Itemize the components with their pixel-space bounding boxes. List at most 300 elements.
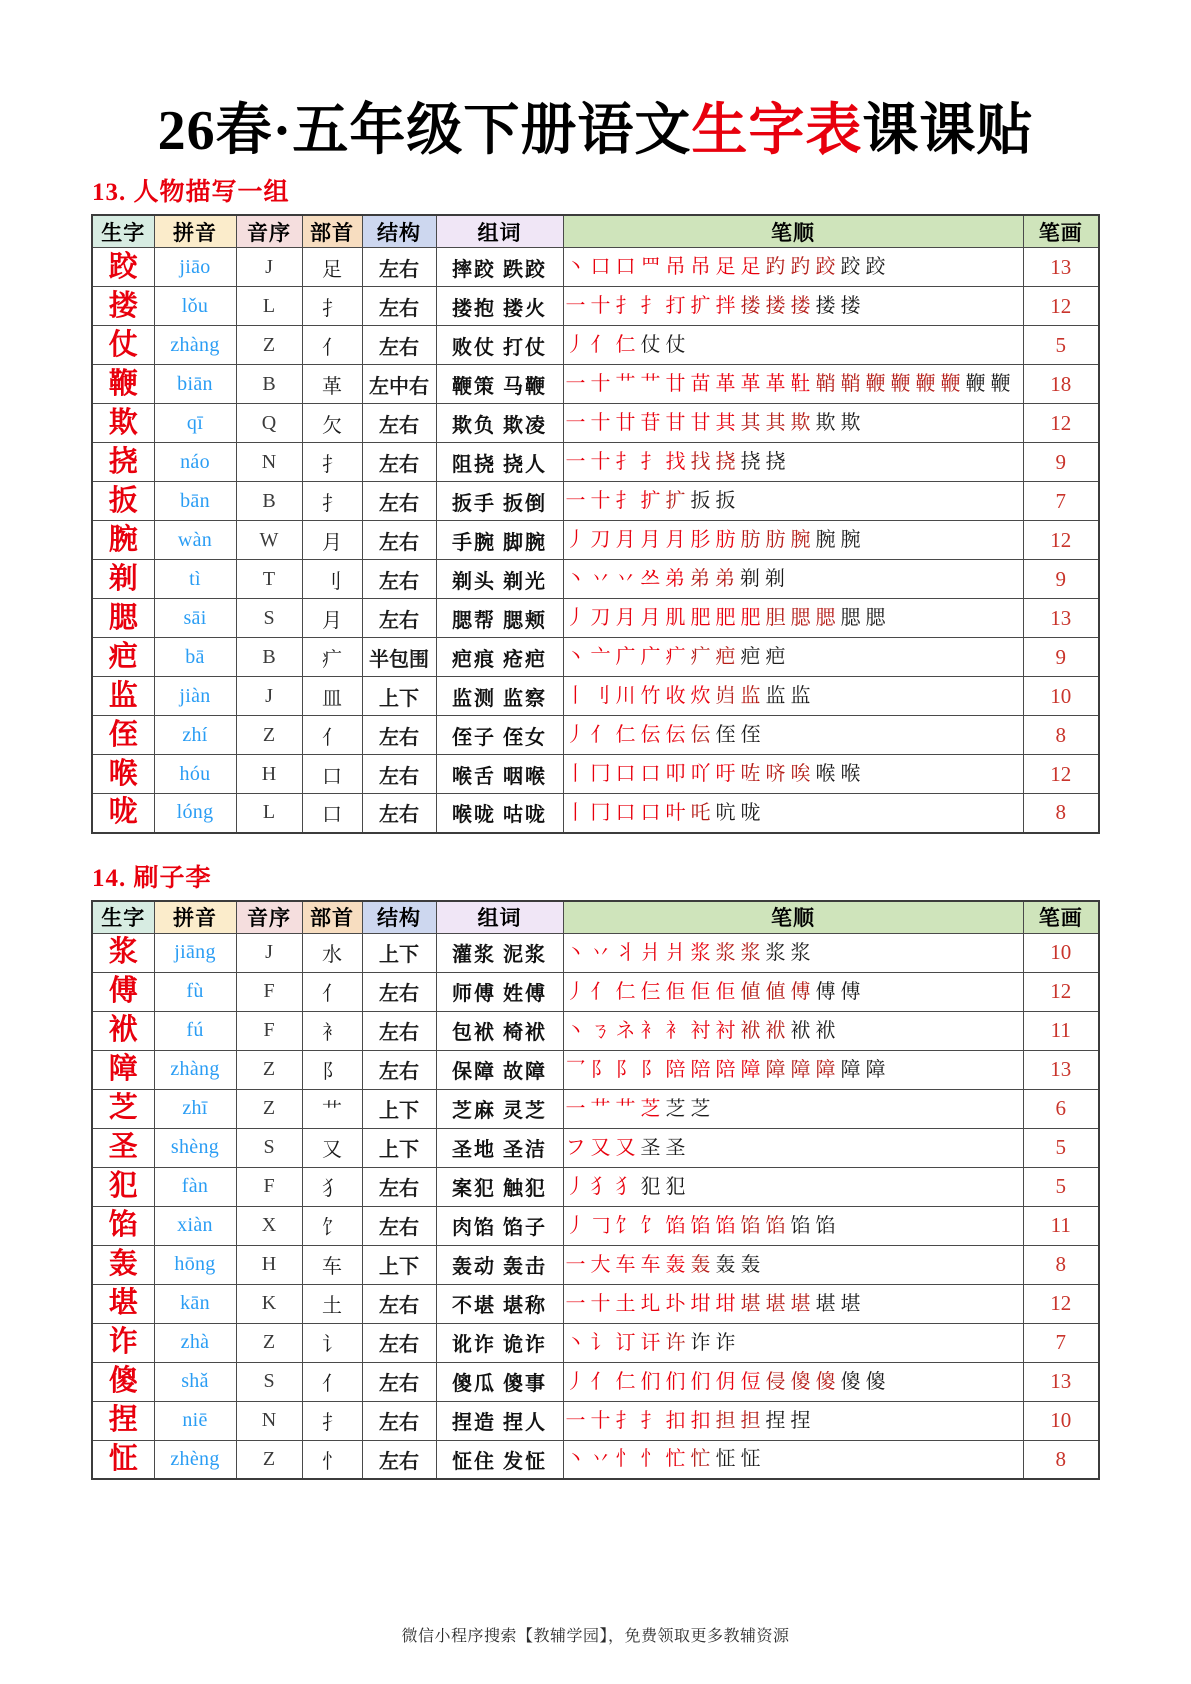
cell-stroke-order	[563, 677, 1023, 716]
stroke-step: 仗	[640, 334, 661, 356]
stroke-step: 阝	[590, 1058, 611, 1081]
stroke-step: 扌	[640, 1409, 661, 1432]
stroke-step: 轰	[690, 1253, 711, 1276]
stroke-step: 仁	[615, 724, 636, 746]
stroke-step: 丨	[565, 763, 586, 785]
cell-zuci: 不堪 堪称	[436, 1284, 563, 1323]
cell-yinxu: Z	[236, 1089, 302, 1128]
stroke-step: 障	[815, 1058, 836, 1081]
stroke-step: 冂	[590, 801, 611, 824]
stroke-step: 诈	[690, 1331, 711, 1354]
cell-jiegou: 左右	[362, 599, 436, 638]
stroke-step: 仴	[715, 1370, 736, 1393]
stroke-step: 傻	[840, 1370, 861, 1393]
stroke-step: 丶	[565, 1019, 586, 1042]
cell-yinxu: F	[236, 1167, 302, 1206]
cell-jiegou: 左右	[362, 482, 436, 521]
stroke-step: 诈	[715, 1331, 736, 1354]
table-row	[92, 1362, 1099, 1401]
column-header-bihua: 笔画	[1023, 901, 1099, 934]
stroke-step: 馅	[715, 1214, 736, 1237]
stroke-step: 十	[590, 1292, 611, 1315]
stroke-step: 十	[590, 412, 611, 434]
stroke-step: 圣	[640, 1136, 661, 1159]
cell-jiegou: 左右	[362, 1050, 436, 1089]
stroke-step: 艹	[640, 373, 661, 395]
cell-pinyin: qī	[154, 404, 236, 443]
stroke-step: 衤	[640, 1019, 661, 1042]
cell-pinyin: hōng	[154, 1245, 236, 1284]
stroke-step: 欺	[790, 412, 811, 434]
cell-yinxu: B	[236, 365, 302, 404]
cell-stroke-order	[563, 794, 1023, 833]
stroke-step: 圤	[665, 1292, 686, 1315]
cell-jiegou: 左右	[362, 794, 436, 833]
stroke-step: 障	[790, 1058, 811, 1081]
stroke-step: 炊	[690, 685, 711, 707]
cell-bushou: 月	[302, 599, 362, 638]
stroke-step: 伝	[640, 724, 661, 746]
stroke-step: 其	[740, 412, 761, 434]
stroke-step: 丶	[565, 1331, 586, 1354]
stroke-step: 袱	[815, 1019, 836, 1042]
cell-stroke-order	[563, 404, 1023, 443]
cell-zuci: 喉舌 咽喉	[436, 755, 563, 794]
stroke-step: 月	[615, 529, 636, 551]
stroke-step: 馅	[740, 1214, 761, 1237]
stroke-step: 弟	[689, 568, 710, 590]
stroke-step: 馅	[665, 1214, 686, 1237]
cell-zi: 鞭	[92, 365, 154, 404]
cell-yinxu: J	[236, 933, 302, 972]
stroke-step: 鞘	[840, 373, 861, 395]
cell-pinyin: jiàn	[154, 677, 236, 716]
cell-bushou: 阝	[302, 1050, 362, 1089]
stroke-step: 讠	[590, 1331, 611, 1354]
column-header-bishun: 笔顺	[563, 215, 1023, 248]
stroke-step: 𠃌	[590, 1214, 611, 1237]
stroke-step: 爿	[665, 941, 686, 964]
stroke-step: 扩	[665, 490, 686, 512]
cell-zi: 欺	[92, 404, 154, 443]
stroke-step: 肪	[740, 529, 761, 551]
stroke-step: 鞭	[940, 373, 961, 395]
cell-yinxu: N	[236, 1401, 302, 1440]
cell-bushou: 亻	[302, 972, 362, 1011]
cell-stroke-count: 12	[1023, 1284, 1099, 1323]
cell-jiegou: 左右	[362, 716, 436, 755]
stroke-step: 扌	[615, 451, 636, 473]
cell-stroke-order	[563, 521, 1023, 560]
stroke-step: 値	[740, 980, 761, 1003]
stroke-step: 浆	[765, 941, 786, 964]
stroke-step: 刀	[590, 529, 611, 551]
table-row	[92, 1401, 1099, 1440]
table-row	[92, 443, 1099, 482]
cell-yinxu: S	[236, 1362, 302, 1401]
stroke-step: 搂	[765, 295, 786, 317]
stroke-step: 十	[590, 451, 611, 473]
stroke-step: 爿	[640, 941, 661, 964]
table-row	[92, 716, 1099, 755]
stroke-step: 鞭	[990, 373, 1011, 395]
cell-zi: 搂	[92, 287, 154, 326]
table-row	[92, 287, 1099, 326]
stroke-step: 监	[790, 685, 811, 707]
table-row	[92, 1284, 1099, 1323]
section-heading: 13. 人物描写一组	[92, 179, 290, 206]
table-row	[92, 794, 1099, 833]
cell-jiegou: 左右	[362, 1440, 436, 1479]
stroke-step: 丷	[590, 941, 611, 964]
cell-stroke-order	[563, 1284, 1023, 1323]
cell-bushou: 革	[302, 365, 362, 404]
stroke-step: 袱	[790, 1019, 811, 1042]
stroke-step: 跤	[865, 256, 886, 278]
stroke-step: 腕	[790, 529, 811, 551]
cell-bushou: 亻	[302, 716, 362, 755]
stroke-step: 车	[640, 1253, 661, 1276]
cell-bushou: 水	[302, 933, 362, 972]
cell-pinyin: shèng	[154, 1128, 236, 1167]
stroke-step: 仁	[615, 1370, 636, 1393]
cell-jiegou: 上下	[362, 677, 436, 716]
cell-stroke-order	[563, 326, 1023, 365]
stroke-step: 丷	[590, 1448, 611, 1471]
stroke-step: 丿	[565, 529, 586, 551]
column-header-yinxu: 音序	[236, 215, 302, 248]
cell-bushou: 亻	[302, 326, 362, 365]
stroke-step: 伝	[665, 724, 686, 746]
stroke-step: 堪	[840, 1292, 861, 1315]
cell-pinyin: xiàn	[154, 1206, 236, 1245]
cell-zi: 咙	[92, 794, 154, 833]
column-header-bishun: 笔顺	[563, 901, 1023, 934]
stroke-step: 一	[565, 295, 586, 317]
stroke-step: 唉	[790, 763, 811, 785]
stroke-step: 扌	[615, 490, 636, 512]
cell-pinyin: jiāo	[154, 248, 236, 287]
stroke-step: 哜	[765, 763, 786, 785]
cell-bushou: 土	[302, 1284, 362, 1323]
cell-stroke-count: 18	[1023, 365, 1099, 404]
cell-pinyin: wàn	[154, 521, 236, 560]
cell-yinxu: S	[236, 599, 302, 638]
cell-yinxu: L	[236, 287, 302, 326]
table-row	[92, 248, 1099, 287]
cell-pinyin: hóu	[154, 755, 236, 794]
cell-zi: 怔	[92, 1440, 154, 1479]
title-highlight: 生字表	[691, 100, 863, 162]
stroke-step: 一	[565, 1409, 586, 1432]
cell-pinyin: bān	[154, 482, 236, 521]
stroke-step: 一	[565, 1253, 586, 1276]
cell-zuci: 腮帮 腮颊	[436, 599, 563, 638]
cell-bushou: 忄	[302, 1440, 362, 1479]
cell-bushou: 扌	[302, 482, 362, 521]
stroke-step: 衬	[715, 1019, 736, 1042]
stroke-step: 捏	[765, 1409, 786, 1432]
stroke-step: 足	[715, 256, 736, 278]
stroke-step: 叶	[665, 801, 686, 824]
cell-zi: 仗	[92, 326, 154, 365]
cell-zi: 喉	[92, 755, 154, 794]
cell-jiegou: 上下	[362, 933, 436, 972]
stroke-step: 扌	[640, 295, 661, 317]
cell-jiegou: 左右	[362, 1206, 436, 1245]
cell-bushou: 疒	[302, 638, 362, 677]
cell-stroke-count: 12	[1023, 521, 1099, 560]
stroke-step: 趵	[765, 256, 786, 278]
stroke-step: 圠	[640, 1292, 661, 1315]
stroke-step: 扩	[690, 295, 711, 317]
stroke-step: 拌	[715, 295, 736, 317]
cell-stroke-order	[563, 443, 1023, 482]
cell-pinyin: shǎ	[154, 1362, 236, 1401]
cell-zuci: 侄子 侄女	[436, 716, 563, 755]
stroke-step: 月	[640, 529, 661, 551]
stroke-step: 仗	[665, 334, 686, 356]
cell-stroke-count: 9	[1023, 560, 1099, 599]
stroke-step: 忄	[640, 1448, 661, 1471]
stroke-step: ネ	[615, 1019, 636, 1042]
table-header-row	[92, 901, 1099, 934]
cell-jiegou: 左右	[362, 521, 436, 560]
cell-zi: 浆	[92, 933, 154, 972]
stroke-step: 丨	[565, 685, 586, 707]
stroke-step: 疤	[740, 646, 761, 668]
stroke-step: 又	[590, 1136, 611, 1159]
table-row	[92, 482, 1099, 521]
stroke-step: 挠	[740, 451, 761, 473]
table-row	[92, 521, 1099, 560]
stroke-step: 丿	[565, 1370, 586, 1393]
cell-zi: 袱	[92, 1011, 154, 1050]
stroke-step: 丿	[565, 1214, 586, 1237]
cell-zuci: 鞭策 马鞭	[436, 365, 563, 404]
stroke-step: 乛	[565, 1058, 586, 1081]
table-row	[92, 1167, 1099, 1206]
stroke-step: 浆	[740, 941, 761, 964]
cell-bushou: 讠	[302, 1323, 362, 1362]
cell-stroke-order	[563, 1401, 1023, 1440]
stroke-step: 傅	[790, 980, 811, 1003]
stroke-step: 担	[715, 1409, 736, 1432]
stroke-step: 苗	[690, 373, 711, 395]
cell-yinxu: Z	[236, 1050, 302, 1089]
stroke-step: 月	[615, 607, 636, 629]
stroke-step: 革	[765, 373, 786, 395]
cell-stroke-order	[563, 287, 1023, 326]
cell-pinyin: náo	[154, 443, 236, 482]
cell-jiegou: 左右	[362, 1284, 436, 1323]
cell-stroke-count: 5	[1023, 326, 1099, 365]
stroke-step: 肪	[715, 529, 736, 551]
cell-stroke-count: 6	[1023, 1089, 1099, 1128]
section-heading: 14. 刷子李	[92, 864, 212, 892]
stroke-step: 轰	[740, 1253, 761, 1276]
cell-pinyin: fù	[154, 972, 236, 1011]
cell-zuci: 喉咙 咕咙	[436, 794, 563, 833]
column-header-zi: 生字	[92, 215, 154, 248]
stroke-step: 犭	[590, 1175, 611, 1198]
stroke-step: 叩	[665, 763, 686, 785]
stroke-step: 找	[690, 451, 711, 473]
cell-stroke-count: 7	[1023, 482, 1099, 521]
cell-zuci: 搂抱 搂火	[436, 287, 563, 326]
cell-zi: 捏	[92, 1401, 154, 1440]
cell-zi: 扳	[92, 482, 154, 521]
table-header-row	[92, 215, 1099, 248]
title-prefix: 26春·五年级下册语文	[157, 100, 692, 162]
stroke-step: 胆	[765, 607, 786, 629]
cell-pinyin: kān	[154, 1284, 236, 1323]
stroke-step: 佢	[715, 980, 736, 1003]
stroke-step: 挠	[765, 451, 786, 473]
cell-stroke-count: 9	[1023, 638, 1099, 677]
cell-yinxu: S	[236, 1128, 302, 1167]
stroke-step: 鞘	[815, 373, 836, 395]
section-2	[0, 858, 1191, 1481]
stroke-step: 傅	[840, 980, 861, 1003]
cell-stroke-count: 13	[1023, 1050, 1099, 1089]
stroke-step: 丬	[615, 941, 636, 964]
stroke-step: 们	[665, 1370, 686, 1393]
stroke-step: 丿	[565, 607, 586, 629]
stroke-step: 轰	[665, 1253, 686, 1276]
cell-stroke-count: 13	[1023, 1362, 1099, 1401]
cell-bushou: 口	[302, 755, 362, 794]
cell-yinxu: H	[236, 1245, 302, 1284]
stroke-step: 疤	[715, 646, 736, 668]
stroke-step: 丷	[590, 568, 611, 590]
stroke-step: 十	[590, 373, 611, 395]
cell-stroke-count: 7	[1023, 1323, 1099, 1362]
cell-zuci: 欺负 欺凌	[436, 404, 563, 443]
column-header-yinxu: 音序	[236, 901, 302, 934]
cell-stroke-order	[563, 972, 1023, 1011]
stroke-step: 扌	[615, 1409, 636, 1432]
cell-yinxu: Z	[236, 716, 302, 755]
column-header-jiegou: 结构	[362, 215, 436, 248]
stroke-step: 讦	[640, 1331, 661, 1354]
stroke-step: 丶	[565, 1448, 586, 1471]
stroke-step: 打	[665, 295, 686, 317]
stroke-step: 喉	[815, 763, 836, 785]
stroke-step: 十	[590, 490, 611, 512]
stroke-step: 腕	[840, 529, 861, 551]
cell-stroke-count: 10	[1023, 677, 1099, 716]
cell-stroke-count: 9	[1023, 443, 1099, 482]
cell-zi: 腕	[92, 521, 154, 560]
table-row	[92, 404, 1099, 443]
cell-pinyin: zhí	[154, 716, 236, 755]
stroke-step: 馅	[765, 1214, 786, 1237]
table-row	[92, 1206, 1099, 1245]
stroke-step: 쓰	[640, 568, 660, 590]
cell-jiegou: 左右	[362, 1167, 436, 1206]
stroke-step: 侸	[740, 1370, 761, 1393]
page-title	[0, 0, 1191, 172]
cell-stroke-order	[563, 1206, 1023, 1245]
cell-jiegou: 左右	[362, 443, 436, 482]
stroke-step: 饣	[640, 1214, 661, 1237]
stroke-step: 艹	[590, 1097, 611, 1120]
cell-pinyin: fú	[154, 1011, 236, 1050]
stroke-step: 亠	[590, 646, 611, 668]
stroke-step: 艹	[615, 1097, 636, 1120]
stroke-step: 收	[665, 685, 686, 707]
stroke-step: 忄	[615, 1448, 636, 1471]
stroke-step: 吊	[665, 256, 686, 278]
stroke-step: 其	[765, 412, 786, 434]
cell-zuci: 肉馅 馅子	[436, 1206, 563, 1245]
cell-jiegou: 半包围	[362, 638, 436, 677]
stroke-step: 亻	[590, 1370, 611, 1393]
stroke-step: 咙	[740, 801, 761, 824]
stroke-step: 口	[590, 256, 611, 278]
cell-zuci: 捏造 捏人	[436, 1401, 563, 1440]
table-row	[92, 326, 1099, 365]
cell-stroke-order	[563, 1089, 1023, 1128]
stroke-step: 趵	[790, 256, 811, 278]
stroke-step: 丶	[565, 568, 586, 590]
cell-stroke-order	[563, 1167, 1023, 1206]
stroke-step: 搂	[790, 295, 811, 317]
stroke-step: 亻	[590, 980, 611, 1003]
table-row	[92, 1128, 1099, 1167]
stroke-step: ㄋ	[590, 1019, 611, 1042]
stroke-step: 仁	[615, 334, 636, 356]
cell-zi: 犯	[92, 1167, 154, 1206]
cell-zuci: 圣地 圣洁	[436, 1128, 563, 1167]
cell-zuci: 手腕 脚腕	[436, 521, 563, 560]
cell-zuci: 摔跤 跌跤	[436, 248, 563, 287]
stroke-step: 坩	[690, 1292, 711, 1315]
cell-yinxu: B	[236, 482, 302, 521]
cell-bushou: 艹	[302, 1089, 362, 1128]
sections-container	[0, 172, 1191, 1480]
stroke-step: 陪	[715, 1058, 736, 1081]
stroke-step: 监	[765, 685, 786, 707]
cell-zuci: 芝麻 灵芝	[436, 1089, 563, 1128]
cell-bushou: 犭	[302, 1167, 362, 1206]
stroke-step: 肥	[715, 607, 736, 629]
cell-stroke-count: 13	[1023, 248, 1099, 287]
stroke-step: 堪	[740, 1292, 761, 1315]
cell-jiegou: 左右	[362, 1362, 436, 1401]
cell-yinxu: B	[236, 638, 302, 677]
cell-zuci: 灌浆 泥浆	[436, 933, 563, 972]
cell-bushou: 口	[302, 794, 362, 833]
cell-bushou: 皿	[302, 677, 362, 716]
cell-bushou: 衤	[302, 1011, 362, 1050]
stroke-step: 大	[590, 1253, 611, 1276]
cell-stroke-order	[563, 560, 1023, 599]
stroke-step: 阝	[615, 1058, 636, 1081]
cell-jiegou: 左右	[362, 248, 436, 287]
cell-jiegou: 左右	[362, 326, 436, 365]
cell-stroke-count: 5	[1023, 1128, 1099, 1167]
stroke-step: 丿	[565, 724, 586, 746]
stroke-step: 鞭	[865, 373, 886, 395]
cell-stroke-order	[563, 1362, 1023, 1401]
stroke-step: 怔	[740, 1448, 761, 1471]
stroke-step: 仨	[640, 980, 661, 1003]
cell-bushou: 扌	[302, 287, 362, 326]
section-1	[0, 172, 1191, 834]
stroke-step: 革	[740, 373, 761, 395]
